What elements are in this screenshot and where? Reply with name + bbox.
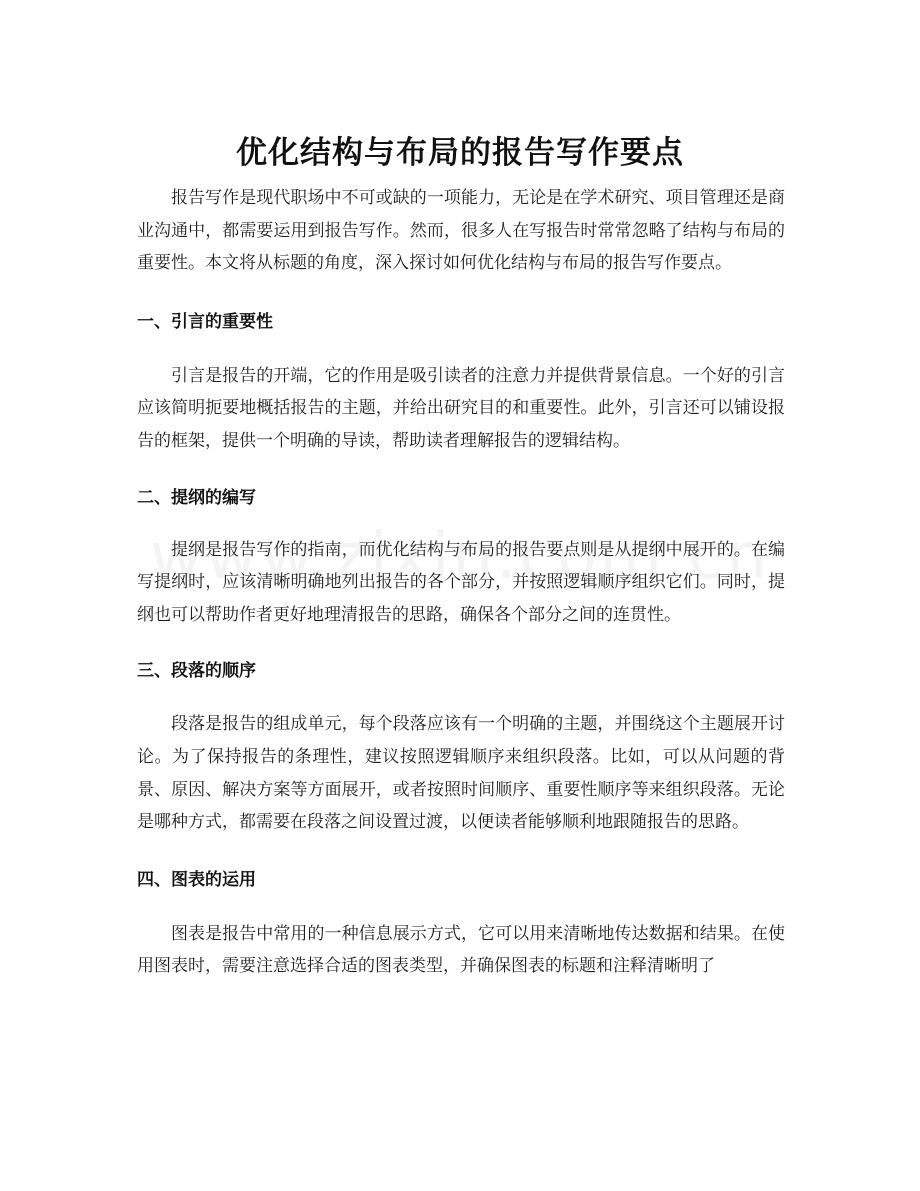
document-body	[137, 182, 785, 983]
intro-paragraph: 报告写作是现代职场中不可或缺的一项能力，无论是在学术研究、项目管理还是商业沟通中，都需要运用到报告写作。然而，很多人在写报告时常常忽略了结构与布局的重要性。本文将从标题的角度，深入探讨如何优化结构与布局的报告写作要点。	[137, 188, 785, 274]
section-paragraph-introduction: 引言是报告的开端，它的作用是吸引读者的注意力并提供背景信息。一个好的引言应该简明扼要地概括报告的主题，并给出研究目的和重要性。此外，引言还可以铺设报告的框架，提供一个明确的导读，帮助读者理解报告的逻辑结构。	[137, 365, 785, 451]
section-paragraph-outline: 提纲是报告写作的指南，而优化结构与布局的报告要点则是从提纲中展开的。在编写提纲时，应该清晰明确地列出报告的各个部分，并按照逻辑顺序组织它们。同时，提纲也可以帮助作者更好地理清报告的思路，确保各个部分之间的连贯性。	[137, 539, 785, 625]
section-paragraph-paragraph-order: 段落是报告的组成单元，每个段落应该有一个明确的主题，并围绕这个主题展开讨论。为了保持报告的条理性，建议按照逻辑顺序来组织段落。比如，可以从问题的背景、原因、解决方案等方面展开，或者按照时间顺序、重要性顺序等来组织段落。无论是哪种方式，都需要在段落之间设置过渡，以便读者能够顺利地跟随报告的思路。	[137, 714, 785, 833]
section-paragraph-charts: 图表是报告中常用的一种信息展示方式，它可以用来清晰地传达数据和结果。在使用图表时，需要注意选择合适的图表类型，并确保图表的标题和注释清晰明了	[137, 923, 785, 977]
section-heading-paragraph-order: 三、段落的顺序	[137, 661, 256, 682]
section-heading-outline: 二、提纲的编写	[137, 487, 256, 508]
section-heading-introduction: 一、引言的重要性	[137, 311, 273, 332]
document-title: 优化结构与布局的报告写作要点	[236, 134, 684, 171]
section-heading-charts: 四、图表的运用	[137, 869, 256, 890]
